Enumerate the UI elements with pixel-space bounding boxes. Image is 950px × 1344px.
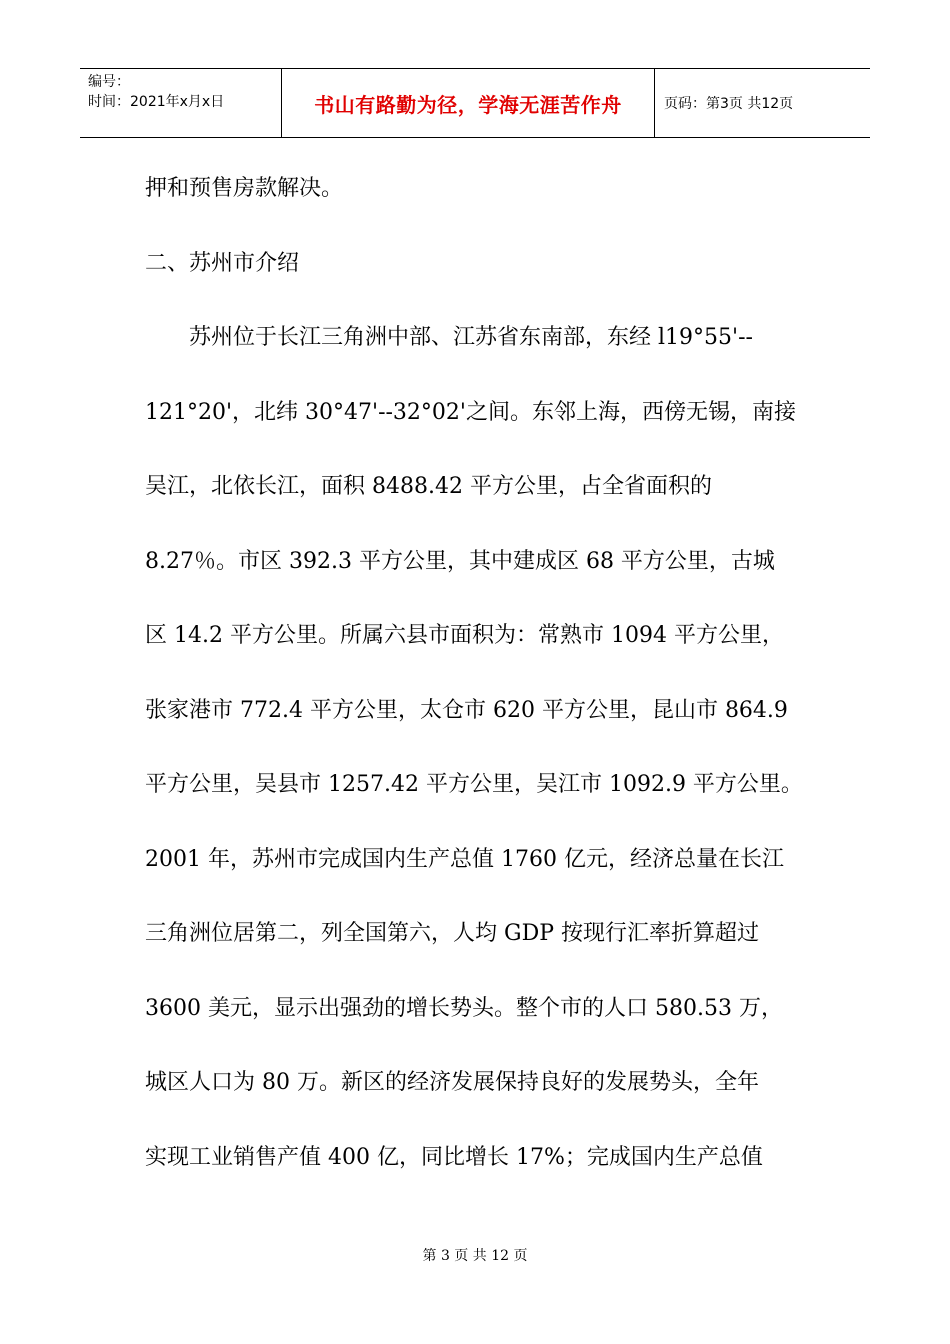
body-line: 实现工业销售产值 400 亿，同比增长 17%；完成国内生产总值 (145, 1144, 763, 1170)
body-line: 押和预售房款解决。 (145, 176, 344, 201)
header-page-info: 页码：第3页 共12页 (664, 96, 794, 112)
body-line: 三角洲位居第二，列全国第六，人均 GDP 按现行汇率折算超过 (145, 921, 760, 946)
body-line: 张家港市 772.4 平方公里，太仓市 620 平方公里，昆山市 864.9 (145, 697, 788, 723)
body-line: 8.27％。市区 392.3 平方公里，其中建成区 68 平方公里，古城 (145, 548, 775, 574)
body-line: 吴江，北依长江，面积 8488.42 平方公里，占全省面积的 (145, 474, 712, 499)
body-line: 3600 美元，显示出强劲的增长势头。整个市的人口 580.53 万， (145, 995, 783, 1021)
body-line: 苏州位于长江三角洲中部、江苏省东南部，东经 l19°55'-- (189, 325, 753, 350)
body-line: 2001 年，苏州市完成国内生产总值 1760 亿元，经济总量在长江 (145, 846, 784, 872)
page-header (80, 68, 870, 138)
section-heading: 二、苏州市介绍 (145, 250, 300, 276)
body-line: 区 14.2 平方公里。所属六县市面积为：常熟市 1094 平方公里， (145, 623, 784, 648)
page-footer: 第 3 页 共 12 页 (422, 1248, 528, 1264)
body-line: 平方公里，吴县市 1257.42 平方公里，吴江市 1092.9 平方公里。 (145, 772, 803, 797)
header-meta (88, 72, 278, 112)
body-line: 121°20'，北纬 30°47'--32°02'之间。东邻上海，西傍无锡，南接 (145, 399, 796, 425)
header-motto: 书山有路勤为径，学海无涯苦作舟 (281, 69, 655, 137)
date-label: 时间：2021年x月x日 (88, 94, 225, 110)
document-body (145, 152, 810, 1195)
serial-number-label: 编号： (88, 74, 130, 90)
body-line: 城区人口为 80 万。新区的经济发展保持良好的发展势头，全年 (145, 1070, 759, 1095)
